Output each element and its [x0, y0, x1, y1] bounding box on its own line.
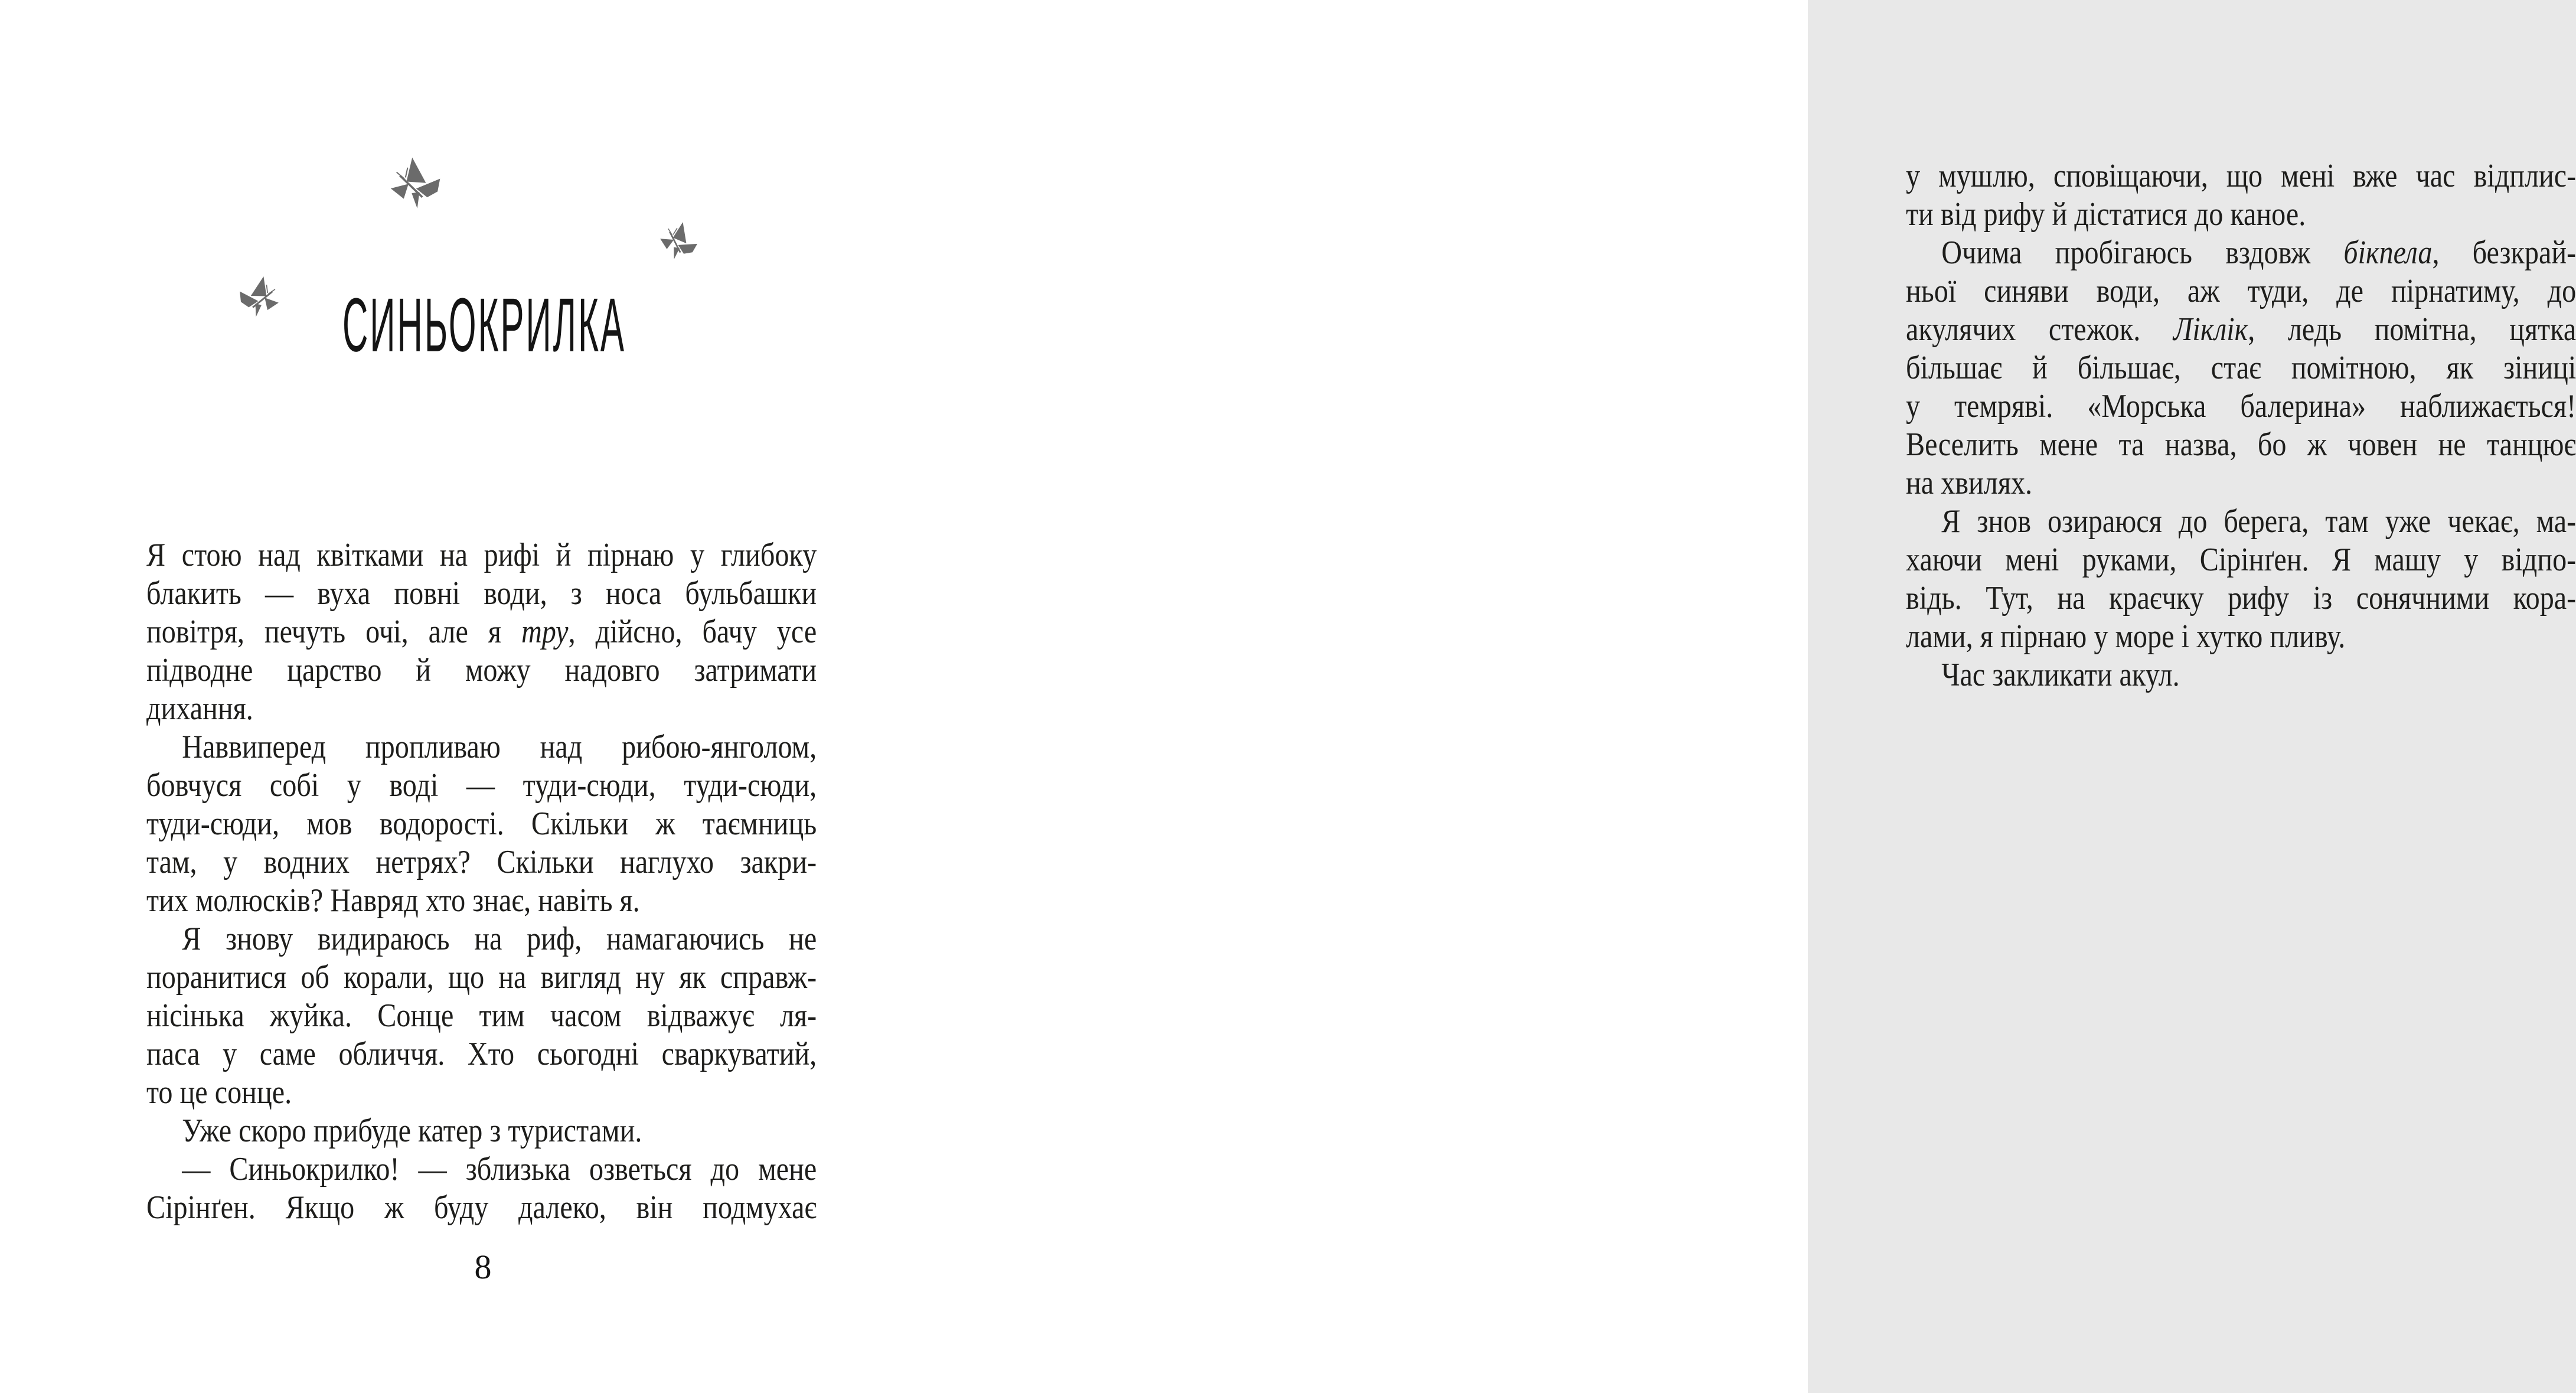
text-line: блакить — вуха повні води, з носа бульбашки	[146, 575, 817, 612]
text-line: у темряві. «Морська балерина» наближається!	[1906, 388, 2576, 425]
butterfly-icon	[378, 154, 443, 216]
text-line: акулячих стежок. Ліклік, ледь помітна, цятка	[1906, 311, 2576, 348]
chapter-title: СИНЬОКРИЛКА	[342, 282, 626, 368]
text-line: ньої синяви води, аж туди, де пірнатиму, до	[1906, 273, 2576, 309]
text-line: хаючи мені руками, Сірінґен. Я машу у відпо-	[1906, 541, 2576, 578]
right-page-text	[1906, 157, 2576, 694]
page-number: 8	[474, 1248, 492, 1286]
text-line: на хвилях.	[1906, 465, 2033, 501]
right-page	[904, 0, 2576, 1393]
text-line: паса у саме обличчя. Хто сьогодні сваркуватий,	[146, 1036, 817, 1072]
text-line: ти від рифу й дістатися до каное.	[1906, 196, 2306, 233]
left-page	[0, 0, 904, 1393]
butterfly-icon	[649, 215, 703, 266]
text-line: Я знову видираюсь на риф, намагаючись не	[182, 921, 817, 957]
text-line: Я стою над квітками на рифі й пірнаю у глибоку	[146, 537, 817, 573]
text-line: Наввиперед пропливаю над рибою-янголом,	[182, 729, 817, 765]
text-line: Веселить мене та назва, бо ж човен не танцює	[1906, 426, 2576, 463]
text-line: повітря, печуть очі, але я тру, дійсно, бачу усе	[146, 614, 817, 650]
text-line: нісінька жуйка. Сонце тим часом відважує ля-	[146, 997, 817, 1034]
text-line: — Синьокрилко! — зблизька озветься до мене	[182, 1151, 817, 1188]
left-page-text	[146, 536, 817, 1227]
text-line: Уже скоро прибуде катер з туристами.	[182, 1113, 642, 1149]
text-line: дихання.	[146, 690, 253, 727]
text-line: Час закликати акул.	[1941, 657, 2180, 693]
text-line: там, у водних нетрях? Скільки наглухо закри-	[146, 844, 817, 880]
text-line: туди-сюди, мов водорості. Скільки ж таємниць	[146, 805, 817, 842]
text-line: більшає й більшає, стає помітною, як зіниці	[1906, 350, 2576, 386]
text-line: то це сонце.	[146, 1074, 292, 1111]
text-line: тих молюсків? Навряд хто знає, навіть я.	[146, 882, 640, 919]
text-line: Очима пробігаюсь вздовж бікпела, безкрай-	[1941, 234, 2576, 271]
text-line: Сірінґен. Якщо ж буду далеко, він подмухає	[146, 1189, 817, 1226]
text-line: підводне царство й можу надовго затримати	[146, 652, 817, 689]
text-line: бовчуся собі у воді — туди-сюди, туди-сюди,	[146, 767, 817, 804]
text-line: відь. Тут, на краєчку рифу із сонячними кора-	[1906, 580, 2576, 616]
butterfly-icon	[235, 271, 290, 324]
text-line: лами, я пірнаю у море і хутко пливу.	[1906, 618, 2346, 655]
text-line: у мушлю, сповіщаючи, що мені вже час відплис-	[1906, 158, 2576, 194]
text-line: поранитися об корали, що на вигляд ну як справж-	[146, 959, 817, 996]
text-line: Я знов озираюся до берега, там уже чекає, ма-	[1941, 503, 2576, 540]
